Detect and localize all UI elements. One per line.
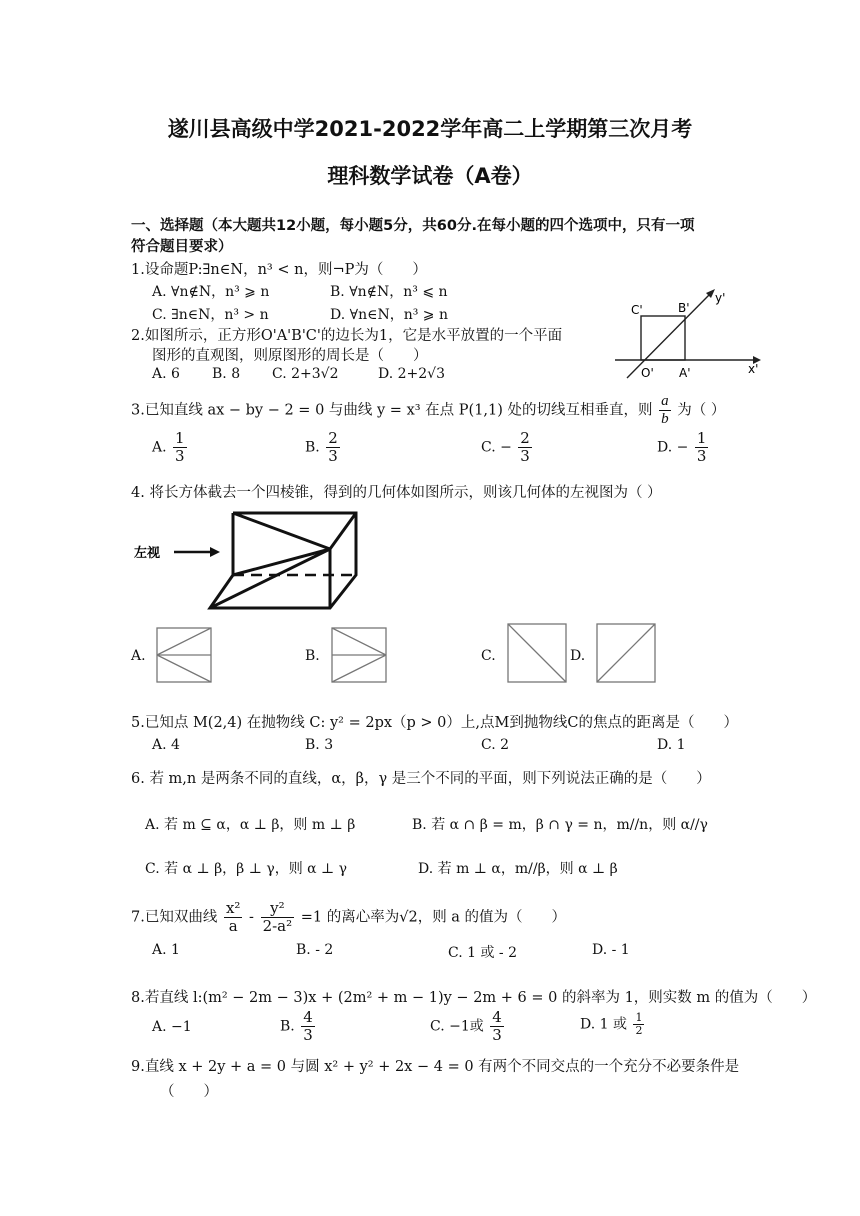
question-6-option-d: D. 若 m ⊥ α，m//β，则 α ⊥ β — [418, 861, 618, 877]
question-8-option-a: A. −1 — [152, 1019, 192, 1035]
question-4-stem: 4. 将长方体截去一个四棱锥，得到的几何体如图所示，则该几何体的左视图为（ ） — [131, 485, 662, 501]
question-1-option-d: D. ∀n∈N，n³ ⩾ n — [330, 307, 448, 323]
q4-option-c-figure — [506, 622, 570, 686]
question-1-option-a: A. ∀n∉N，n³ ⩾ n — [152, 284, 270, 300]
question-6-stem: 6. 若 m,n 是两条不同的直线，α，β，γ 是三个不同的平面，则下列说法正确的是（ ） — [131, 771, 711, 787]
question-5-stem: 5.已知点 M(2,4) 在抛物线 C: y² = 2px（p > 0）上,点M到抛物线C的焦点的距离是（ ） — [131, 715, 738, 731]
question-2-stem-cont: 图形的直观图，则原图形的周长是（ ） — [152, 348, 428, 364]
question-3-option-c: C. − $\frac{2}{3}$ — [481, 429, 530, 465]
question-2-option-a: A. 6 — [152, 366, 180, 382]
q3-fraction: $\frac{a}{b}$ — [661, 393, 669, 427]
question-8-stem: 8.若直线 l:(m² − 2m − 3)x + (2m² + m − 1)y − 2m + 6 = 0 的斜率为 1，则实数 m 的值为（ ） — [131, 990, 817, 1006]
question-5-option-c: C. 2 — [481, 737, 510, 753]
question-1-option-b: B. ∀n∉N，n³ ⩽ n — [330, 284, 448, 300]
question-2-stem: 2.如图所示，正方形O'A'B'C'的边长为1，它是水平放置的一个平面 — [131, 328, 563, 344]
question-7-option-a: A. 1 — [152, 942, 180, 958]
q4-option-d-figure — [595, 622, 659, 686]
section-heading: 一、选择题（本大题共12小题，每小题5分，共60分.在每小题的四个选项中，只有一项 — [131, 218, 695, 234]
label-y: y' — [715, 291, 726, 305]
question-6-option-b: B. 若 α ∩ β = m，β ∩ γ = n，m//n，则 α//γ — [412, 817, 708, 833]
question-7-option-d: D. - 1 — [592, 942, 630, 958]
question-5-option-b: B. 3 — [305, 737, 334, 753]
question-3-stem: 3.已知直线 ax − by − 2 = 0 与曲线 y = x³ 在点 P(1,1) 处的切线互相垂直，则 $\frac{a}{b}$ 为（ ） — [131, 393, 726, 427]
section-heading-cont: 符合题目要求） — [131, 239, 233, 255]
question-7-option-c: C. 1 或 - 2 — [448, 945, 518, 961]
q7-fraction-2: $\frac{\text{y²}}{\text{2-a²}}$ — [262, 899, 293, 935]
question-2-option-c: C. 2+3√2 — [272, 366, 339, 382]
page-subtitle: 理科数学试卷（A卷） — [327, 164, 533, 188]
q4-solid-figure — [128, 505, 368, 617]
question-4-option-d: D. — [570, 648, 586, 664]
left-view-label: 左视 — [134, 546, 161, 561]
question-4-option-a: A. — [131, 648, 146, 664]
q4-option-a-figure — [155, 626, 225, 686]
question-5-option-a: A. 4 — [152, 737, 180, 753]
label-a: A' — [679, 366, 691, 380]
question-5-option-d: D. 1 — [657, 737, 686, 753]
question-2-option-d: D. 2+2√3 — [378, 366, 445, 382]
label-x: x' — [748, 362, 759, 376]
question-4-option-c: C. — [481, 648, 496, 664]
question-6-option-a: A. 若 m ⊆ α，α ⊥ β，则 m ⊥ β — [145, 817, 356, 833]
question-6-option-c: C. 若 α ⊥ β，β ⊥ γ，则 α ⊥ γ — [145, 861, 348, 877]
label-c: C' — [631, 303, 643, 317]
question-8-option-d: D. 1 或 $\frac{1}{2}$ — [580, 1011, 643, 1037]
question-9-stem-cont: （ ） — [160, 1084, 218, 1100]
q2-square-figure — [605, 280, 770, 380]
label-b: B' — [678, 301, 690, 315]
question-8-option-b: B. $\frac{4}{3}$ — [280, 1008, 313, 1044]
question-4-option-b: B. — [305, 648, 320, 664]
question-1-option-c: C. ∃n∈N，n³ > n — [152, 307, 269, 323]
question-2-option-b: B. 8 — [212, 366, 241, 382]
question-1-stem: 1.设命题P:∃n∈N，n³ < n，则¬P为（ ） — [131, 262, 427, 278]
label-o: O' — [641, 366, 654, 380]
q7-fraction-1: $\frac{\text{x²}}{a}$ — [225, 899, 241, 935]
page-title: 遂川县高级中学2021-2022学年高二上学期第三次月考 — [167, 117, 693, 141]
question-8-option-c: C. −1或 $\frac{4}{3}$ — [430, 1008, 502, 1044]
question-9-stem: 9.直线 x + 2y + a = 0 与圆 x² + y² + 2x − 4 = 0 有两个不同交点的一个充分不必要条件是 — [131, 1059, 740, 1075]
question-3-option-d: D. − $\frac{1}{3}$ — [657, 429, 707, 465]
question-3-option-a: A. $\frac{1}{3}$ — [152, 429, 185, 465]
question-7-stem: 7.已知双曲线 $\frac{\text{x²}}{a}$ - $\frac{\text{y²}}{\text{2-a²}}$ =1 的离心率为√2，则 a 的值为（ ） — [131, 899, 567, 935]
q4-option-b-figure — [330, 626, 400, 686]
question-3-option-b: B. $\frac{2}{3}$ — [305, 429, 338, 465]
question-7-option-b: B. - 2 — [296, 942, 334, 958]
